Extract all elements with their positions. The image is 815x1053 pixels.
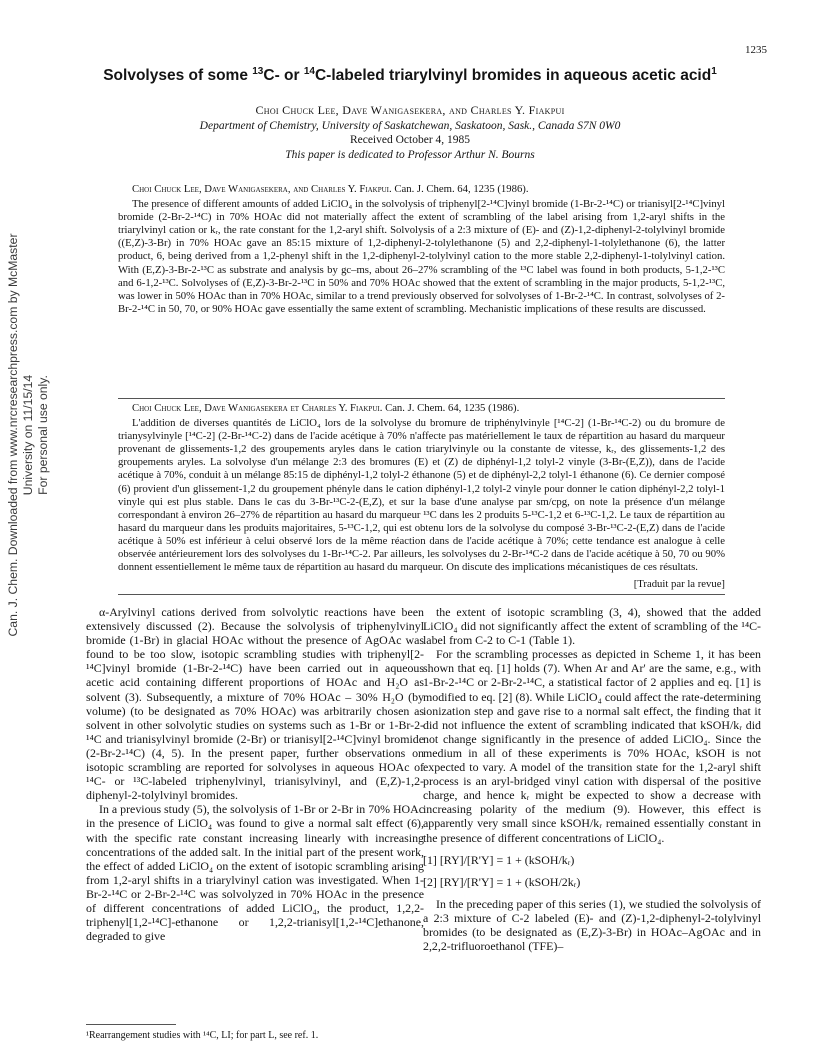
footnote: ¹Rearrangement studies with ¹⁴C, LI; for part L, see ref. 1. bbox=[86, 1030, 319, 1041]
watermark-line-2: For personal use only. bbox=[36, 375, 50, 495]
abstract-english bbox=[118, 183, 725, 316]
body-right-column bbox=[423, 605, 761, 953]
paragraph: For the scrambling processes as depicted in Scheme 1, it has been shown that eq. [1] holds (7). When Ar and Ar' are the same, e.g., with 1-Br-2-¹⁴C or 2-Br-2-¹⁴C, a statistical factor of 2 applies and eq. [1] is modified to eq. [2] (8). While LiClO₄ could affect the rate-determining ionization step and gave rise to a normal salt effect, the finding that it did not influence the extent of scrambling indicated that kSOH/kᵣ did not change significantly in the presence of added LiClO₄. Since the medium in all of these experiments is 70% HOAc, kSOH is not expected to vary. A model of the transition state for the 1,2-aryl shift process is an aryl-bridged vinyl cation with dispersal of the positive charge, and hence kᵣ might be expected to show a decrease with increasing polarity of the medium (9). However, this effect is apparently very small since kSOH/kᵣ remained essentially constant in the presence of different concentrations of LiClO₄. bbox=[423, 647, 761, 845]
resume-text: L'addition de diverses quantités de LiClO₄ lors de la solvolyse du bromure de triphénylvinyle [¹⁴C-2] (1-Br-¹⁴C-2) ou du bromure de trianysylvinyle [¹⁴C-2] (2-Br-¹⁴C-2) dans de l'acide acétique à 70% n'affecte pas matériellement le taux de répartition au hasard du marqueur provenant de glissements-1,2 des groupements aryles dans le cation triarylvinyle ou la constante de vitesse, kᵣ, des glissements-1,2 des groupements aryles. La solvolyse d'un mélange 2:3 des bromures (E) et (Z) de diphényl-1,2 tolyl-2 vinyle (3-Br-(E,Z)), dans de l'acide acétique à 70%, conduit à un mélange 85:15 de diphényl-1,2 tolyl-2 éthanone (5) et de diphényl-2,2 tolyl-1 éthanone (6). Ce dernier composé (6) provient d'un glissement-1,2 du groupement phényle dans le cation diphényl-1,2 tolyl-2 vinyle pour donner le cation diphényl-2,2 tolyl-1 vinyle qui est plus stable. Dans le cas du 3-Br-¹³C-2-(E,Z), et sur la base d'une analyse par sm/cpg, on note la présence d'un mélange correspondant à environ 26–27% de répartition au hasard du marqueur ¹³C dans les 2 produits 5-¹³C-1,2 et 6-¹³C-1,2. Le taux de répartition au hasard du marqueur dans les produits majoritaires, 5-¹³C-1,2, qui est obtenu lors de la solvolyse du composé 3-Br-¹³C-2-(E,Z) dans de l'acide acétique à 50% est inférieur à celui observé lors de la même réaction dans de l'acide acétique à 70%; cette tendance est analogue à celle observée antérieurement lors des solvolyses du 1-Br-¹⁴C-2. Par ailleurs, les solvolyses du 2-Br-¹⁴C-2 dans de l'acide acétique à 50, 70 ou 90% donnent essentiellement le même taux de répartition au hasard du marqueur. On discute des implications mécanistiques de ces résultats. bbox=[118, 417, 725, 574]
received-date: Received October 4, 1985 bbox=[349, 134, 471, 146]
dedication: This paper is dedicated to Professor Arthur N. Bourns bbox=[285, 149, 535, 161]
body-divider bbox=[118, 594, 725, 595]
abstract-divider bbox=[118, 398, 725, 399]
equation-2: [2] [RY]/[R'Y] = 1 + (kSOH/2kᵣ) bbox=[423, 874, 581, 889]
paragraph: In a previous study (5), the solvolysis of 1-Br or 2-Br in 70% HOAc in the presence of LiClO₄ was found to give a normal salt effect (6), with the specific rate constant increasing linearly with increasing concentrations of the added salt. In the initial part of the present work, the effect of added LiClO₄ on the extent of isotopic scrambling arising from 1,2-aryl shifts in a triarylvinyl cation was investigated. When 1-Br-2-¹⁴C or 2-Br-2-¹⁴C was solvolyzed in 70% HOAc in the presence of different concentrations of added LiClO₄, the product, 1,2,2-triphenyl[1,2-¹⁴C]-ethanone or 1,2,2-trianisyl[1,2-¹⁴C]ethanone, degraded to give bbox=[86, 802, 424, 944]
paragraph: In the preceding paper of this series (1), we studied the solvolysis of a 2:3 mixture of C-2 labeled (E)- and (Z)-1,2-diphenyl-2-tolylvinyl bromides (to be designated as (E,Z)-3-Br) in HOAc–AgOAc and in 2,2,2-trifluoroethanol (TFE)– bbox=[423, 896, 761, 954]
abstract-french bbox=[118, 402, 725, 591]
article-title: Solvolyses of some $^{13}$C- or $^{14}$C-labeled triarylvinyl bromides in aqueous acetic acid$^1$ bbox=[103, 66, 717, 85]
abstract-text: The presence of different amounts of added LiClO₄ in the solvolysis of triphenyl[2-¹⁴C]vinyl bromide (1-Br-2-¹⁴C) or trianisyl[2-¹⁴C]vinyl bromide (2-Br-2-¹⁴C) in 70% HOAc did not materially affect the extent of scrambling of the label arising from 1,2-aryl shifts in the triarylvinyl cation or kᵣ, the rate constant for the 1,2-aryl shift. Solvolysis of a 2:3 mixture of (E)- and (Z)-1,2-diphenyl-2-tolylvinyl bromide ((E,Z)-3-Br) in 70% HOAc gave an 85:15 mixture of 1,2-diphenyl-2-tolylethanone (5) and 2,2-diphenyl-1-tolylethanone (6), the latter product, 6, being derived from a 1,2-phenyl shift in the 1,2-diphenyl-2-tolylvinyl cation to the more stable 2,2-diphenyl-1-tolylvinyl cation. With (E,Z)-3-Br-2-¹³C as substrate and analysis by gc–ms, about 26–27% scrambling of the ¹³C label was found in both products, 5-1,2-¹³C and 6-1,2-¹³C. Solvolyses of (E,Z)-3-Br-2-¹³C in 50% and 70% HOAc showed that the extent of scrambling in the major products, 5-1,2-¹³C, was lower in 50% HOAc than in 70% HOAc, similar to a trend previously observed for solvolyses of 1-Br-2-¹⁴C. In contrast, solvolyses of 2-Br-2-¹⁴C in 50, 70, or 90% HOAc gave essentially the same extent of scrambling. Mechanistic implications of these results are discussed. bbox=[118, 198, 725, 315]
resume-citation: Choi Chuck Lee, Dave Wanigasekera et Charles Y. Fiakpui. Can. J. Chem. 64, 1235 (1986). bbox=[132, 402, 520, 414]
download-watermark bbox=[2, 215, 50, 655]
page-number: 1235 bbox=[745, 44, 767, 56]
abstract-citation: Choi Chuck Lee, Dave Wanigasekera, and Charles Y. Fiakpui. Can. J. Chem. 64, 1235 (1986). bbox=[132, 183, 529, 195]
affiliation: Department of Chemistry, University of Saskatchewan, Saskatoon, Sask., Canada S7N 0W0 bbox=[199, 120, 621, 132]
footnote-rule bbox=[86, 1024, 176, 1025]
body-left-column bbox=[86, 605, 424, 943]
equation-1: [1] [RY]/[R'Y] = 1 + (kSOH/kᵣ) bbox=[423, 852, 575, 867]
author-list: Choi Chuck Lee, Dave Wanigasekera, and Charles Y. Fiakpui bbox=[255, 103, 565, 117]
translation-note: [Traduit par la revue] bbox=[633, 578, 725, 591]
watermark-line-1: Can. J. Chem. Downloaded from www.nrcresearchpress.com by McMaster University on 11/15/14 bbox=[6, 233, 35, 637]
paragraph: α-Arylvinyl cations derived from solvolytic reactions have been extensively discussed (2). Because the solvolysis of triphenylvinyl bromide (1-Br) in glacial HOAc without the presence of AgOAc was found to be too slow, isotopic scrambling studies with triphenyl[2-¹⁴C]vinyl bromide (1-Br-2-¹⁴C) have been carried out in aqueous acetic acid containing different proportions of HOAc and H₂O as solvent (3). Subsequently, a mixture of 70% HOAc – 30% H₂O (by volume) (to be designated as 70% HOAc) was arbitrarily chosen as solvent in other solvolytic studies on systems such as 1-Br or 1-Br-2-¹⁴C and trianisylvinyl bromide (2-Br) or trianisyl[2-¹⁴C]vinyl bromide (2-Br-2-¹⁴C) (4, 5). In the present paper, further observations on isotopic scrambling are reported for solvolyses in aqueous HOAc of ¹⁴C- or ¹³C-labeled triphenylvinyl, trianisylvinyl, and (E,Z)-1,2-diphenyl-2-tolylvinyl bromides. bbox=[86, 605, 424, 803]
paragraph: the extent of isotopic scrambling (3, 4), showed that the added LiClO₄ did not significantly affect the extent of scrambling of the ¹⁴C-label from C-2 to C-1 (Table 1). bbox=[423, 605, 761, 648]
